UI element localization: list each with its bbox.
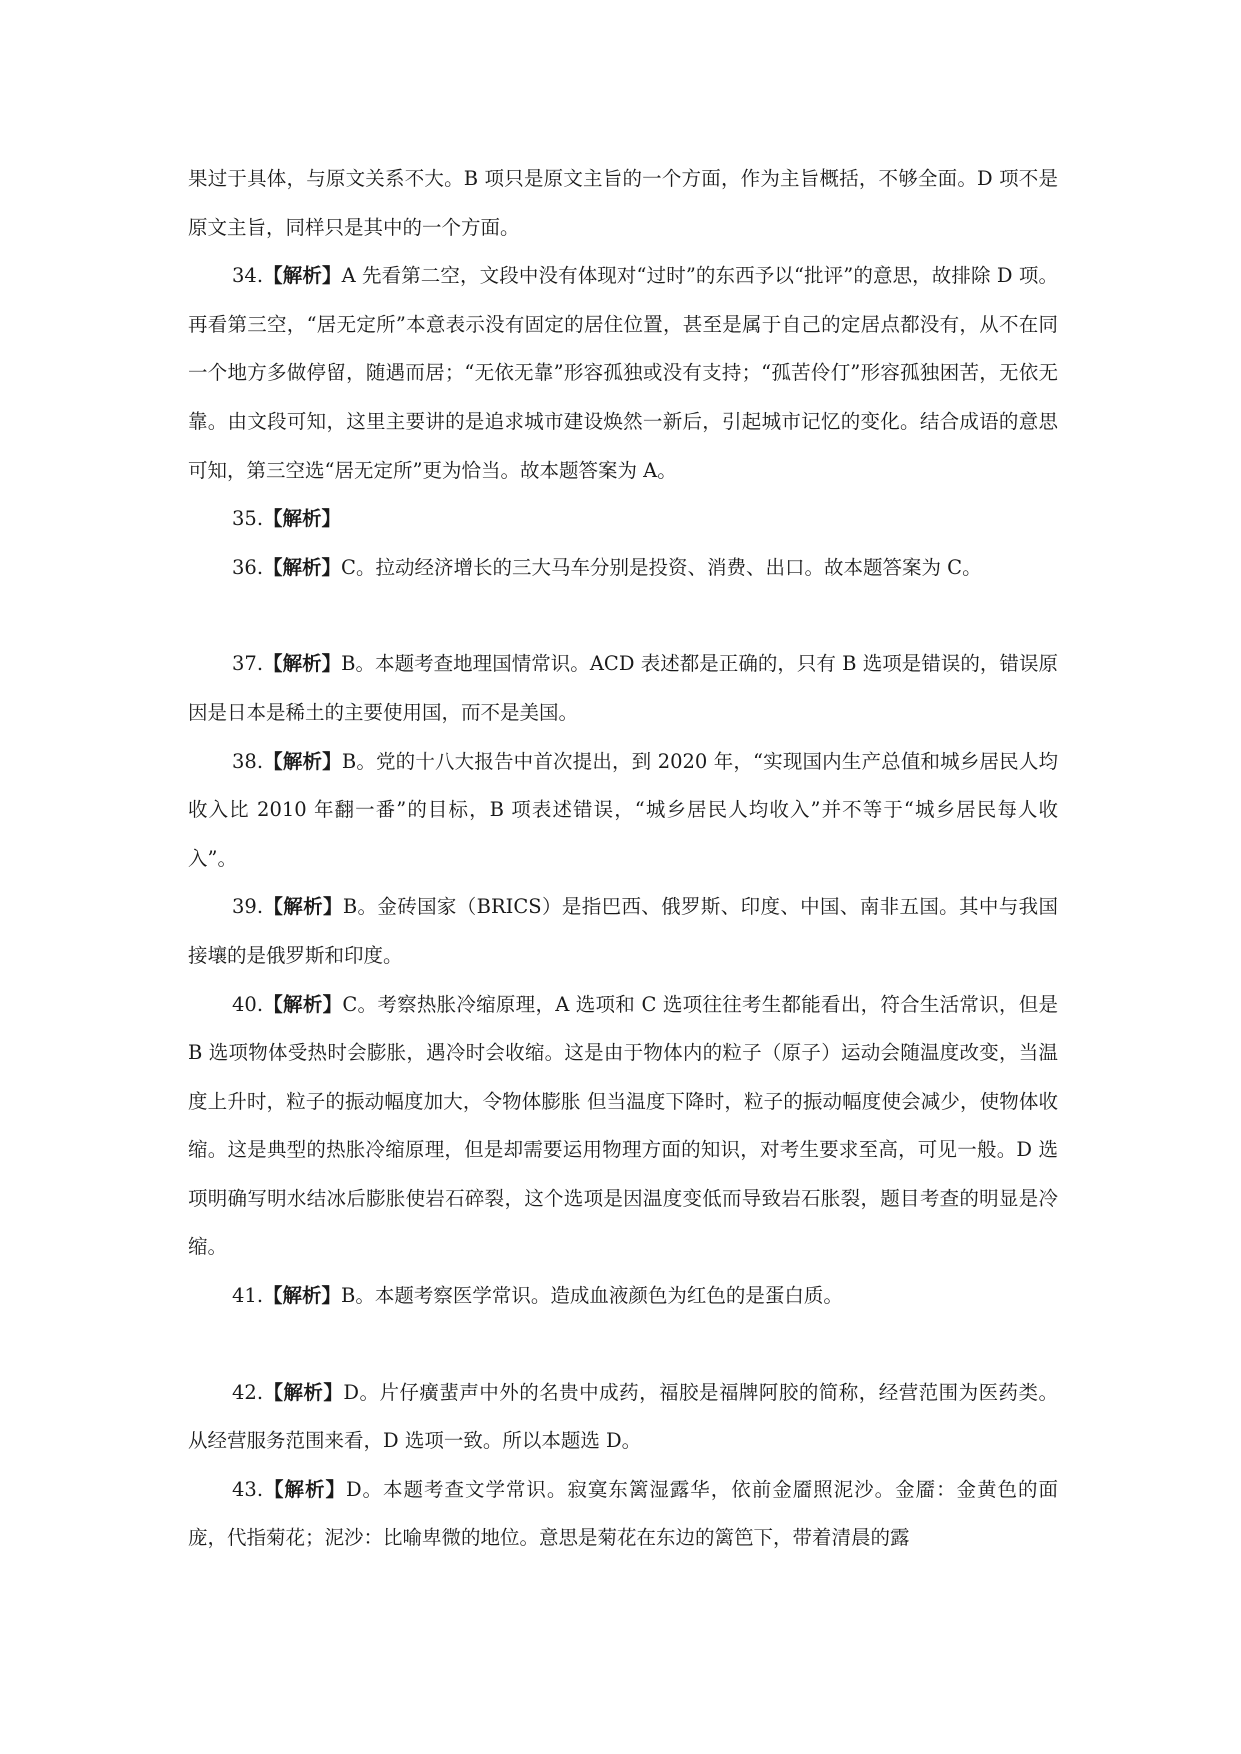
paragraph-continued bbox=[188, 155, 1058, 252]
item-number: 34. bbox=[232, 264, 264, 288]
analysis-label: 【解析】 bbox=[263, 1380, 344, 1404]
answer-item-40 bbox=[188, 981, 1058, 1273]
item-number: 43. bbox=[232, 1477, 264, 1501]
item-text: C。考察热胀冷缩原理，A 选项和 C 选项往往考生都能看出，符合生活常识，但是 B 选项物体受热时会膨胀，遇冷时会收缩。这是由于物体内的粒子（原子）运动会随温度改变，当温度上升时，粒子的振动幅度加大，令物体膨胀 但当温度下降时，粒子的振动幅度使会减少，使物体收缩。这是典型的热胀冷缩原理，但是却需要运用物理方面的知识，对考生要求至高，可见一般。D 选项明确写明水结冰后膨胀使岩石碎裂，这个选项是因温度变低而导致岩石胀裂，题目考查的明显是冷缩。 bbox=[188, 992, 1058, 1259]
answer-item-36 bbox=[188, 544, 1058, 593]
analysis-label: 【解析】 bbox=[263, 652, 342, 676]
item-number: 40. bbox=[232, 992, 264, 1016]
analysis-label: 【解析】 bbox=[263, 895, 343, 919]
answer-item-35 bbox=[188, 495, 1058, 544]
item-number: 37. bbox=[232, 652, 264, 676]
answer-item-38 bbox=[188, 738, 1058, 884]
answer-item-34 bbox=[188, 252, 1058, 495]
item-text: C。拉动经济增长的三大马车分别是投资、消费、出口。故本题答案为 C。 bbox=[341, 555, 982, 579]
item-number: 36. bbox=[232, 555, 264, 579]
item-number: 39. bbox=[232, 895, 264, 919]
item-text: D。片仔癀蜚声中外的名贵中成药，福胶是福牌阿胶的简称，经营范围为医药类。从经营服务范围来看，D 选项一致。所以本题选 D。 bbox=[188, 1380, 1058, 1453]
analysis-label: 【解析】 bbox=[263, 1477, 346, 1501]
document-body bbox=[188, 155, 1058, 1563]
answer-item-42 bbox=[188, 1369, 1058, 1466]
analysis-label: 【解析】 bbox=[263, 264, 342, 288]
item-text: A 先看第二空，文段中没有体现对“过时”的东西予以“批评”的意思，故排除 D 项。再看第三空，“居无定所”本意表示没有固定的居住位置，甚至是属于自己的定居点都没有，从不在同一个地方多做停留，随遇而居；“无依无靠”形容孤独或没有支持；“孤苦伶仃”形容孤独困苦，无依无靠。由文段可知，这里主要讲的是追求城市建设焕然一新后，引起城市记忆的变化。结合成语的意思可知，第三空选“居无定所”更为恰当。故本题答案为 A。 bbox=[188, 264, 1058, 482]
answer-item-39 bbox=[188, 883, 1058, 980]
analysis-label: 【解析】 bbox=[263, 507, 342, 531]
analysis-label: 【解析】 bbox=[263, 1284, 342, 1308]
item-text: B。金砖国家（BRICS）是指巴西、俄罗斯、印度、中国、南非五国。其中与我国接壤的是俄罗斯和印度。 bbox=[188, 895, 1058, 967]
item-number: 41. bbox=[232, 1284, 264, 1308]
item-text: B。本题考察医学常识。造成血液颜色为红色的是蛋白质。 bbox=[341, 1284, 843, 1308]
answer-item-41 bbox=[188, 1272, 1058, 1321]
analysis-label: 【解析】 bbox=[263, 555, 342, 579]
item-text: B。本题考查地理国情常识。ACD 表述都是正确的，只有 B 选项是错误的，错误原因是日本是稀土的主要使用国，而不是美国。 bbox=[188, 652, 1058, 724]
item-number: 38. bbox=[232, 749, 264, 773]
item-text: D。本题考查文学常识。寂寞东篱湿露华，依前金靥照泥沙。金靥：金黄色的面庞，代指菊花；泥沙：比喻卑微的地位。意思是菊花在东边的篱笆下，带着清晨的露 bbox=[188, 1477, 1058, 1550]
analysis-label: 【解析】 bbox=[263, 992, 343, 1016]
paragraph-text: 果过于具体，与原文关系不大。B 项只是原文主旨的一个方面，作为主旨概括，不够全面。D 项不是原文主旨，同样只是其中的一个方面。 bbox=[188, 167, 1058, 239]
item-number: 42. bbox=[232, 1380, 264, 1404]
answer-item-37 bbox=[188, 640, 1058, 737]
analysis-label: 【解析】 bbox=[263, 749, 342, 773]
answer-item-43 bbox=[188, 1466, 1058, 1563]
item-number: 35. bbox=[232, 507, 264, 531]
item-text: B。党的十八大报告中首次提出，到 2020 年，“实现国内生产总值和城乡居民人均收入比 2010 年翻一番”的目标，B 项表述错误，“城乡居民人均收入”并不等于“城乡居民每人收入”。 bbox=[188, 749, 1058, 870]
